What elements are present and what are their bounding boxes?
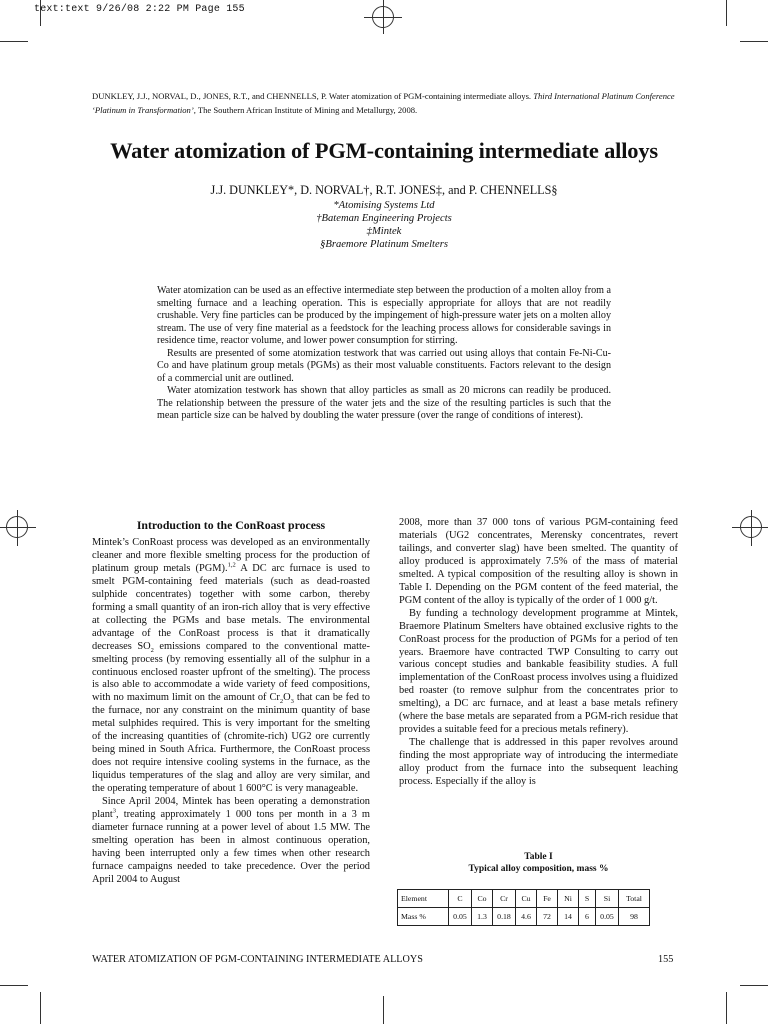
table-cell: Mass % [398,908,449,926]
table-cell: 0.05 [596,908,619,926]
table-cell: 1.3 [472,908,493,926]
table-header-cell: Cu [516,890,537,908]
table-header-cell: Element [398,890,449,908]
registration-mark [732,527,768,528]
composition-table [397,889,650,926]
table-row [398,908,650,926]
table-cell: 0.05 [449,908,472,926]
abstract-paragraph: Water atomization testwork has shown that alloy particles as small as 20 microns can readily be produced. The relationship between the pressure of the water jets and the size of the resulting particles is such that the mean particle size can be halved by doubling the water pressure (over the range of conditions of interest). [157,385,611,422]
table-cell: 4.6 [516,908,537,926]
page-number: 155 [658,954,674,965]
registration-mark [383,996,384,1024]
table-cell: 72 [537,908,558,926]
print-slug-line: text:text 9/26/08 2:22 PM Page 155 [34,4,245,15]
right-column [399,517,678,789]
crop-mark [740,41,768,42]
abstract [157,285,611,423]
abstract-paragraph: Results are presented of some atomization testwork that was carried out using alloys that contain Fe-Ni-Cu-Co and have platinum group metals (PGMs) as their most valuable constituents. Factors relevant to the design of a commercial unit are outlined. [157,347,611,384]
crop-mark [726,992,727,1024]
table-cell: 14 [558,908,579,926]
body-paragraph: 2008, more than 37 000 tons of various PGM-containing feed materials (UG2 concentrates, Merensky concentrates, revert tailings, and converter slag) have been smelted. The quantity of alloy produced is approximately 7.5% of the mass of material smelted. A typical composition of the resulting alloy is shown in Table I. Depending on the PGM content of the feed material, the PGM content of the alloy is typically of the order of 1 000 g/t. [399,517,678,606]
table-header-cell: Co [472,890,493,908]
reference-marker: 1,2 [227,561,236,569]
body-paragraph: The challenge that is addressed in this paper revolves around finding the most appropriate way of introducing the intermediate alloy product from the furnace into the subsequent leaching process. Especially if the alloy is [399,737,678,788]
affiliation: ‡Mintek [366,226,402,237]
citation-authors: DUNKLEY, J.J., NORVAL, D., JONES, R.T., and CHENNELLS, P. Water atomization of PGM-containing intermediate alloys. [92,91,534,101]
citation-publisher: , The Southern African Institute of Mining and Metallurgy, 2008. [193,105,418,115]
running-footer: WATER ATOMIZATION OF PGM-CONTAINING INTERMEDIATE ALLOYS [92,954,423,965]
table-header-cell: Total [619,890,650,908]
table-cell: 0.18 [493,908,516,926]
body-paragraph: Mintek’s ConRoast process was developed as an environmentally cleaner and more flexible smelting process for the production of platinum group metals (PGM).$^{1,2}$ A DC arc furnace is used to smelt PGM-containing feed materials (such as dead-roasted sulphide concentrates) together with some carbon, thereby forming a small quantity of an iron-rich alloy that is very effective at collecting the PGMs and base metals. The environmental advantage of the ConRoast process is that it dramatically decreases $SO_2$ emissions compared to the conventional matte-smelting process (by removing essentially all of the sulphur in a continuous enclosed roaster upfront of the smelting). The process is also able to accommodate a wide variety of feed compositions, with no maximum limit on the amount of $Cr_2O_3$ that can be fed to the furnace, nor any constraint on the minimum quantity of base metal sulphides required. This is very important for the smelting of the increasing quantities of (chromite-rich) UG2 ore currently being mined in South Africa. Furthermore, the ConRoast process does not require intensive cooling systems in the furnace, as the liquidus temperatures of the slag and alloy are very similar, and the operating temperature of about 1 600°C is very manageable. [92,537,370,795]
citation [92,89,678,117]
crop-mark [40,992,41,1024]
table-caption [399,851,678,875]
author-list: J.J. DUNKLEY*, D. NORVAL†, R.T. JONES‡, and P. CHENNELLS§ [210,183,558,197]
crop-mark [0,985,28,986]
body-paragraph: By funding a technology development programme at Mintek, Braemore Platinum Smelters have obtained exclusive rights to the ConRoast process for the production of PGMs for a period of ten years. Braemore have contracted TWP Consulting to carry out various concept studies and bankable feasibility studies. A full implementation of the ConRoast process involves using a fluidized bed roaster (to remove sulphur from the concentrates prior to smelting), a DC arc furnace, and at least a base metals refinery (where the base metals are separated from a PGM-rich residue that provides a suitable feed for a precious metals refinery). [399,607,678,736]
registration-mark [364,17,402,18]
affiliation: †Bateman Engineering Projects [316,213,452,224]
reference-marker: 3 [112,807,117,815]
paper-title: Water atomization of PGM-containing intermediate alloys [110,138,658,163]
table-header-cell: Cr [493,890,516,908]
table-header-cell: S [579,890,596,908]
table-title: Typical alloy composition, mass % [468,864,609,874]
crop-mark [726,0,727,26]
body-paragraph: Since April 2004, Mintek has been operating a demonstration plant$^3$, treating approximately 1 000 tons per month in a 3 m diameter furnace running at a power level of about 1.5 MW. The smelting operation has been in almost continuous operation, having been interrupted only a few times when other research furnace campaigns needed to take precedence. Over the period April 2004 to August [92,796,370,885]
left-column [92,537,370,887]
table-header-cell: Ni [558,890,579,908]
table-header-cell: Fe [537,890,558,908]
table-header-cell: Si [596,890,619,908]
table-cell: 98 [619,908,650,926]
crop-mark [0,41,28,42]
registration-mark [751,510,752,546]
table-label: Table I [524,852,553,862]
table-cell: 6 [579,908,596,926]
crop-mark [740,985,768,986]
section-heading: Introduction to the ConRoast process [136,518,326,532]
abstract-paragraph: Water atomization can be used as an effective intermediate step between the production of a molten alloy from a smelting furnace and a leaching operation. This is especially appropriate for alloys that are not readily crushable. Very fine particles can be produced by the impingement of high-pressure water jets on a molten alloy stream. The use of very fine material as a feedstock for the leaching process allows for considerable savings in residence time, reactor volume, and lower power consumption for stirring. [157,285,611,347]
table-header-cell: C [449,890,472,908]
registration-mark [0,527,36,528]
affiliation: *Atomising Systems Ltd [333,200,435,211]
citation-conference: Third International Platinum Conference ‘Platinum in Transformation’ [92,91,675,115]
affiliation: §Braemore Platinum Smelters [320,239,448,250]
registration-mark [17,510,18,546]
table-header-row [398,890,650,908]
